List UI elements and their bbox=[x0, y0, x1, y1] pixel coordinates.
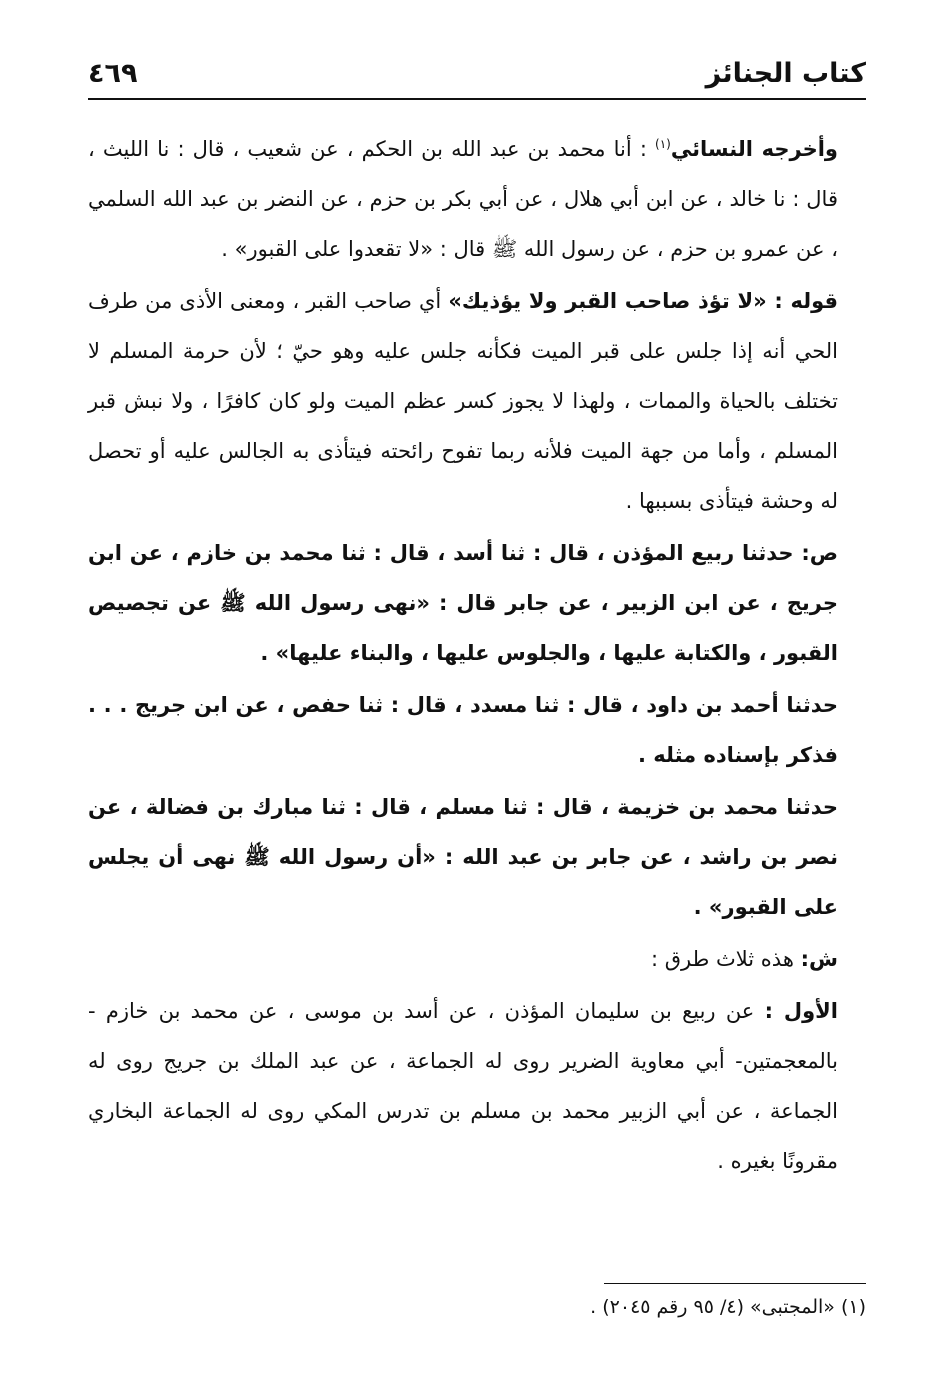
footnote: (١) «المجتبى» (٤/ ٩٥ رقم ٢٠٤٥) . bbox=[590, 1296, 866, 1318]
paragraph-lead: قوله : «لا تؤذ صاحب القبر ولا يؤذيك» bbox=[448, 289, 839, 313]
header-rule bbox=[88, 98, 866, 100]
paragraph-sharh bbox=[88, 934, 866, 984]
paragraph-text: عن ربيع بن سليمان المؤذن ، عن أسد بن موسى ، عن محمد بن خازم - بالمعجمتين- أبي معاوية الضرير روى له الجماعة ، عن عبد الملك بن جريج روى له الجماعة ، عن أبي الزبير محمد بن مسلم بن تدرس المكي روى له الجماعة البخاري مقرونًا بغيره . bbox=[88, 999, 838, 1173]
page-number: ٤٦٩ bbox=[88, 58, 138, 89]
paragraph-lead: ش: bbox=[800, 947, 838, 971]
footnote-ref: (١) bbox=[655, 137, 671, 151]
paragraph-hadith-2: حدثنا أحمد بن داود ، قال : ثنا مسدد ، قال : ثنا حفص ، عن ابن جريج . . . فذكر بإسناده مثله . bbox=[88, 693, 838, 767]
paragraph-lead: الأول : bbox=[764, 999, 838, 1023]
paragraph-lead: وأخرجه النسائي bbox=[670, 137, 838, 161]
paragraph-text: أي صاحب القبر ، ومعنى الأذى من طرف الحي أنه إذا جلس على قبر الميت فكأنه جلس عليه وهو حيّ ؛ لأن حرمة المسلم لا تختلف بالحياة والممات ، ولهذا لا يجوز كسر عظم الميت ولو كان كافرًا ، ولا نبش قبر المسلم ، وأما من جهة الميت فلأنه ربما تفوح رائحته فيتأذى به الجالس عليه أو تحصل له وحشة فيتأذى بسببها . bbox=[88, 289, 838, 513]
paragraph-hadith-3: حدثنا محمد بن خزيمة ، قال : ثنا مسلم ، قال : ثنا مبارك بن فضالة ، عن نصر بن راشد ، عن جابر بن عبد الله : «أن رسول الله ﷺ نهى أن يجلس على القبور» . bbox=[88, 795, 838, 919]
paragraph-nasai bbox=[88, 124, 866, 274]
paragraph-text: هذه ثلاث طرق : bbox=[650, 947, 794, 971]
page-body bbox=[88, 124, 866, 1188]
chapter-title: كتاب الجنائز bbox=[705, 58, 866, 89]
running-header bbox=[88, 56, 866, 100]
paragraph-text: : أنا محمد بن عبد الله بن الحكم ، عن شعيب ، قال : نا الليث ، قال : نا خالد ، عن ابن أبي هلال ، عن أبي بكر بن حزم ، عن النضر بن عبد الله السلمي ، عن عمرو بن حزم ، عن رسول الله ﷺ قال : «لا تقعدوا على القبور» . bbox=[88, 137, 838, 261]
paragraph-hadith-1: ص: حدثنا ربيع المؤذن ، قال : ثنا أسد ، قال : ثنا محمد بن خازم ، عن ابن جريج ، عن ابن الزبير ، عن جابر قال : «نهى رسول الله ﷺ عن تجصيص القبور ، والكتابة عليها ، والجلوس عليها ، والبناء عليها» . bbox=[88, 541, 838, 665]
paragraph-first-chain bbox=[88, 986, 866, 1186]
paragraph-commentary bbox=[88, 276, 866, 526]
footnote-separator bbox=[604, 1283, 866, 1284]
